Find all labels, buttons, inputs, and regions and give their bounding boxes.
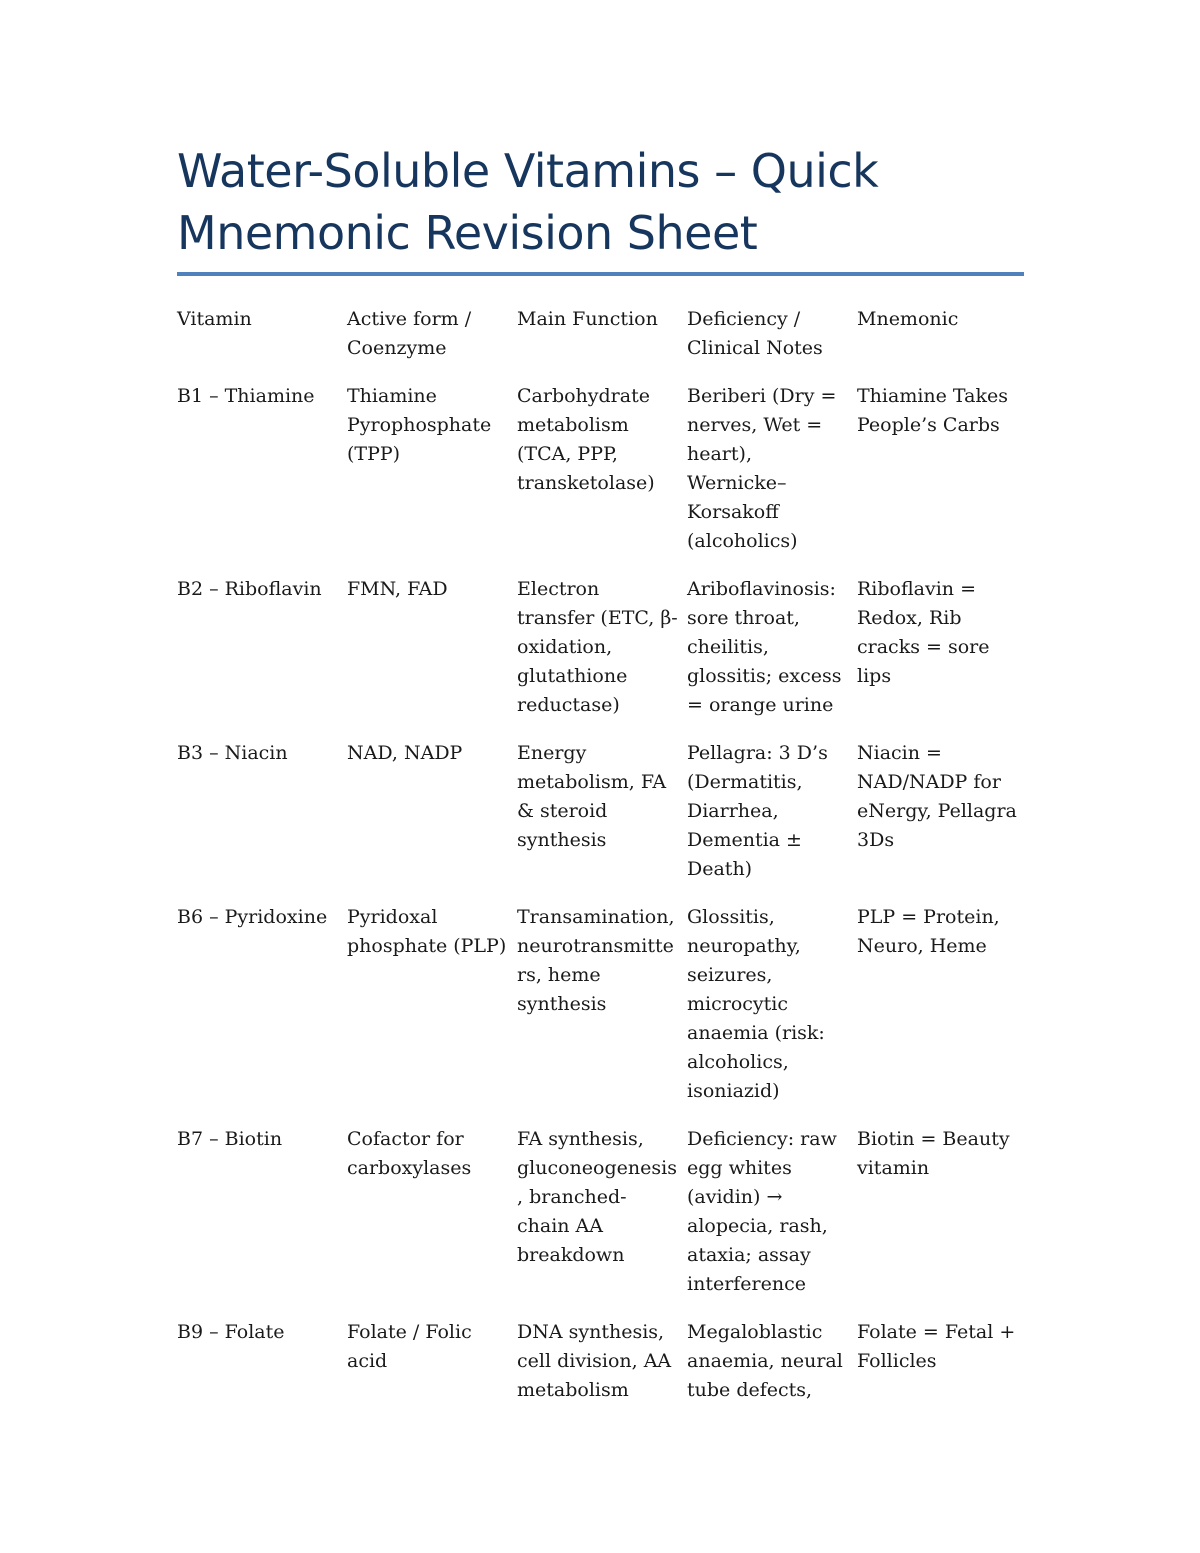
cell-deficiency: Megaloblastic anaemia, neural tube defects, (687, 1321, 843, 1401)
cell-deficiency: Pellagra: 3 D’s (Dermatitis, Diarrhea, Dementia ± Death) (687, 742, 828, 880)
cell-deficiency: Deficiency: raw egg whites (avidin) → alopecia, rash, ataxia; assay interference (687, 1128, 837, 1295)
table-row (175, 1125, 1025, 1318)
cell-deficiency: Glossitis, neuropathy, seizures, microcytic anaemia (risk: alcoholics, isoniazid) (687, 906, 825, 1102)
cell-main-function: Carbohydrate metabolism (TCA, PPP, transketolase) (517, 385, 655, 494)
cell-vitamin: B2 – Riboflavin (177, 578, 322, 600)
table-row (175, 739, 1025, 903)
cell-deficiency: Beriberi (Dry = nerves, Wet = heart), Wernicke–Korsakoff (alcoholics) (687, 385, 837, 552)
cell-mnemonic: Thiamine Takes People’s Carbs (857, 385, 1008, 436)
table-row (175, 575, 1025, 739)
cell-mnemonic: PLP = Protein, Neuro, Heme (857, 906, 1000, 957)
cell-vitamin: B9 – Folate (177, 1321, 285, 1343)
cell-main-function: Transamination, neurotransmitters, heme synthesis (517, 906, 675, 1015)
table-row (175, 903, 1025, 1125)
cell-vitamin: B3 – Niacin (177, 742, 288, 764)
cell-mnemonic: Niacin = NAD/NADP for eNergy, Pellagra 3Ds (857, 742, 1017, 851)
cell-mnemonic: Folate = Fetal + Follicles (857, 1321, 1016, 1372)
cell-active-form: Folate / Folic acid (347, 1321, 472, 1372)
cell-active-form: NAD, NADP (347, 742, 463, 764)
header-active-form: Active form / Coenzyme (347, 308, 472, 359)
cell-mnemonic: Biotin = Beauty vitamin (857, 1128, 1010, 1179)
document-title: Water-Soluble Vitamins – Quick Mnemonic Revision Sheet (177, 144, 879, 260)
cell-main-function: Electron transfer (ETC, β-oxidation, glutathione reductase) (517, 578, 678, 716)
table-header-row (175, 305, 1025, 382)
cell-main-function: Energy metabolism, FA & steroid synthesis (517, 742, 667, 851)
cell-main-function: FA synthesis, gluconeogenesis, branched-chain AA breakdown (517, 1128, 677, 1266)
cell-vitamin: B1 – Thiamine (177, 385, 315, 407)
header-deficiency: Deficiency / Clinical Notes (687, 308, 823, 359)
table-row (175, 382, 1025, 575)
cell-main-function: DNA synthesis, cell division, AA metabolism (517, 1321, 672, 1401)
cell-active-form: Cofactor for carboxylases (347, 1128, 472, 1179)
cell-vitamin: B7 – Biotin (177, 1128, 283, 1150)
cell-mnemonic: Riboflavin = Redox, Rib cracks = sore lips (857, 578, 990, 687)
header-main-function: Main Function (517, 308, 658, 330)
cell-active-form: Pyridoxal phosphate (PLP) (347, 906, 507, 957)
cell-active-form: Thiamine Pyrophosphate (TPP) (347, 385, 492, 465)
title-underline-rule (177, 272, 1024, 276)
cell-deficiency: Ariboflavinosis: sore throat, cheilitis, glossitis; excess = orange urine (687, 578, 842, 716)
header-mnemonic: Mnemonic (857, 308, 959, 330)
cell-active-form: FMN, FAD (347, 578, 448, 600)
vitamins-table (175, 305, 1025, 1424)
header-vitamin: Vitamin (177, 308, 252, 330)
cell-vitamin: B6 – Pyridoxine (177, 906, 328, 928)
table-row (175, 1318, 1025, 1424)
